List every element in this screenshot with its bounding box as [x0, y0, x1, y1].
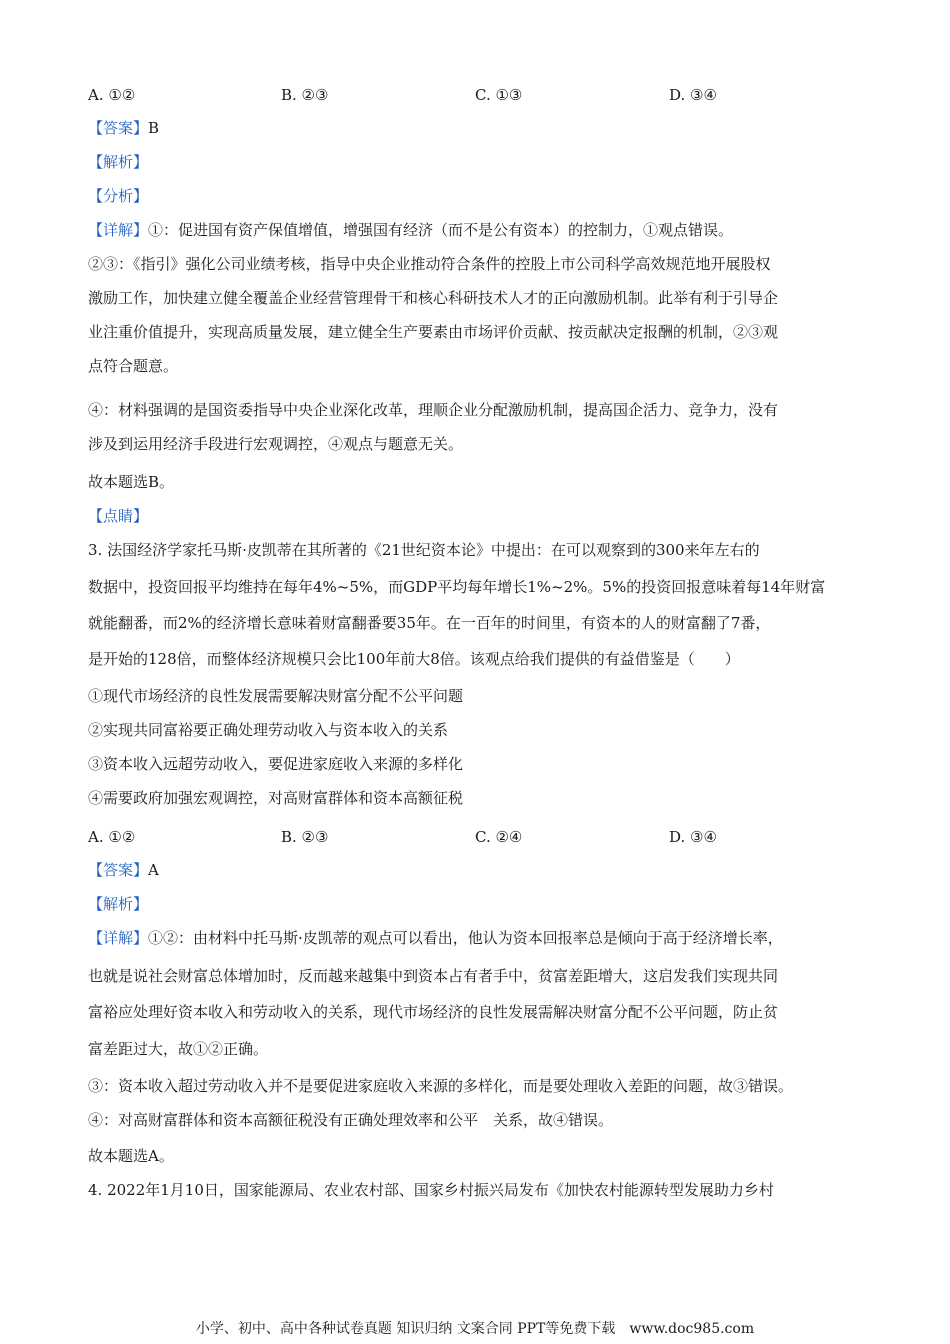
q2-detail-line [88, 222, 733, 239]
q3-conclusion: 故本题选A。 [88, 1147, 174, 1165]
q2-detail-line: 激励工作，加快建立健全覆盖企业经营管理骨干和核心科研技术人才的正向激励机制。此举有利于引导企 [88, 289, 779, 307]
detail-tag: 【详解】 [88, 929, 149, 947]
q2-detail-line: 涉及到运用经济手段进行宏观调控，④观点与题意无关。 [88, 435, 464, 453]
page-footer: 小学、初中、高中各种试卷真题 知识归纳 文案合同 PPT等免费下载 www.doc985.com [195, 1321, 755, 1337]
q2-conclusion: 故本题选B。 [88, 473, 175, 491]
q2-option-a: A. ①② [88, 86, 136, 104]
q2-answer [88, 120, 159, 137]
answer-value: B [148, 119, 160, 137]
q4-stem-line: 4. 2022年1月10日，国家能源局、农业农村部、国家乡村振兴局发布《加快农村能源转型发展助力乡村 [88, 1181, 774, 1199]
q3-option-d: D. ③④ [669, 828, 717, 846]
q3-stem-line: 3. 法国经济学家托马斯·皮凯蒂在其所著的《21世纪资本论》中提出：在可以观察到的300来年左右的 [88, 541, 760, 559]
q3-option-a: A. ①② [88, 828, 136, 846]
q3-analysis-tag: 【解析】 [88, 895, 149, 913]
detail-tag: 【详解】 [88, 221, 149, 239]
q3-item: ①现代市场经济的良性发展需要解决财富分配不公平问题 [88, 687, 464, 705]
q2-detail-line: 业注重价值提升，实现高质量发展，建立健全生产要素由市场评价贡献、按贡献决定报酬的机制，②③观 [88, 323, 779, 341]
answer-tag: 【答案】 [88, 119, 149, 137]
q2-dianjing-tag: 【点睛】 [88, 507, 149, 525]
q3-detail-line: 富差距过大，故①②正确。 [88, 1040, 269, 1058]
q3-detail-line: 富裕应处理好资本收入和劳动收入的关系，现代市场经济的良性发展需解决财富分配不公平问题，防止贫 [88, 1003, 779, 1021]
q2-detail-line: ②③：《指引》强化公司业绩考核，指导中央企业推动符合条件的控股上市公司科学高效规范地开展股权 [88, 255, 771, 273]
q2-option-d: D. ③④ [669, 86, 717, 104]
detail-text: ①：促进国有资产保值增值，增强国有经济（而不是公有资本）的控制力，①观点错误。 [148, 221, 734, 239]
q3-stem-line: 就能翻番，而2%的经济增长意味着财富翻番要35年。在一百年的时间里，有资本的人的财富翻了7番， [88, 614, 771, 632]
q3-item: ②实现共同富裕要正确处理劳动收入与资本收入的关系 [88, 721, 449, 739]
q3-detail-line: 也就是说社会财富总体增加时，反而越来越集中到资本占有者手中，贫富差距增大，这启发我们实现共同 [88, 967, 779, 985]
q2-detail-line: ④：材料强调的是国资委指导中央企业深化改革，理顺企业分配激励机制，提高国企活力、竞争力，没有 [88, 401, 779, 419]
q2-option-c: C. ①③ [475, 86, 523, 104]
q2-analysis-tag: 【解析】 [88, 153, 149, 171]
q2-fenxi-tag: 【分析】 [88, 187, 149, 205]
q3-answer [88, 862, 159, 879]
q3-stem-line: 数据中，投资回报平均维持在每年4%~5%，而GDP平均每年增长1%~2%。5%的投资回报意味着每14年财富 [88, 578, 826, 596]
detail-text: ①②：由材料中托马斯·皮凯蒂的观点可以看出，他认为资本回报率总是倾向于高于经济增长率， [148, 929, 783, 947]
q3-item: ③资本收入远超劳动收入，要促进家庭收入来源的多样化 [88, 755, 464, 773]
q3-item: ④需要政府加强宏观调控，对高财富群体和资本高额征税 [88, 789, 464, 807]
q2-option-b: B. ②③ [281, 86, 329, 104]
q3-detail-line: ④：对高财富群体和资本高额征税没有正确处理效率和公平 关系，故④错误。 [88, 1111, 614, 1129]
q2-detail-line: 点符合题意。 [88, 357, 179, 375]
q3-detail-line: ③：资本收入超过劳动收入并不是要促进家庭收入来源的多样化，而是要处理收入差距的问题，故③错误。 [88, 1077, 794, 1095]
q3-option-c: C. ②④ [475, 828, 523, 846]
q3-option-b: B. ②③ [281, 828, 329, 846]
q3-detail-line [88, 930, 783, 947]
answer-value: A [148, 861, 159, 879]
q3-stem-line: 是开始的128倍，而整体经济规模只会比100年前大8倍。该观点给我们提供的有益借鉴是（ ） [88, 650, 740, 668]
answer-tag: 【答案】 [88, 861, 149, 879]
